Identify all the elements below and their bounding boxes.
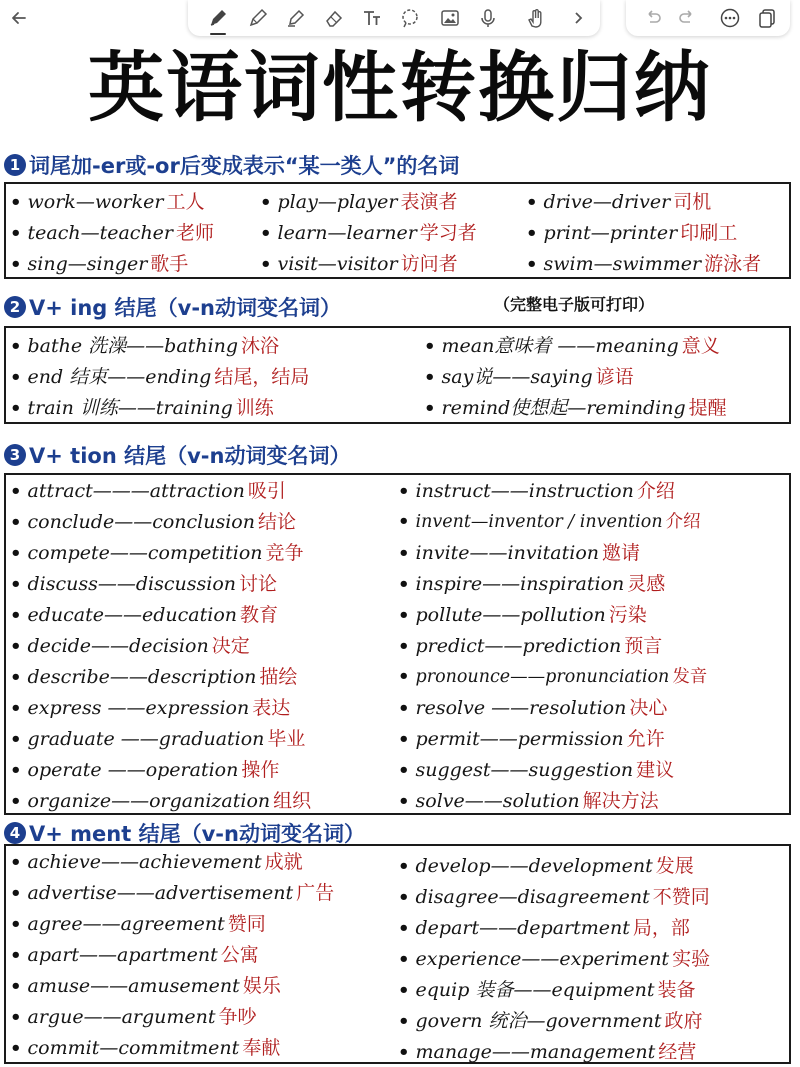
list-item: • pronounce——pronunciation 发音 [398,666,708,687]
section-1-box [4,182,791,279]
list-item: • say说——saying 谚语 [424,366,634,388]
action-palette [626,0,790,36]
section-title: V+ ing 结尾（v-n动词变名词） [29,296,342,320]
section-3-box [4,473,791,815]
list-item: • invite——invitation 邀请 [398,542,641,564]
list-item: • resolve ——resolution 决心 [398,697,668,719]
list-item: • instruct——instruction 介绍 [398,480,675,502]
section-1-heading [4,150,459,180]
list-item: • permit——permission 允许 [398,728,665,750]
list-item: • apart——apartment 公寓 [10,944,259,966]
section-number: 3 [4,444,26,466]
section-title: 词尾加-er或-or后变成表示“某一类人”的名词 [29,154,460,178]
list-item: • disagree—disagreement 不赞同 [398,886,710,908]
list-item: • advertise——advertisement 广告 [10,882,335,904]
list-item: • swim—swimmer 游泳者 [526,253,762,275]
list-item: • organize——organization 组织 [10,790,312,812]
list-item: • argue——argument 争吵 [10,1006,257,1028]
list-item: • attract———attraction 吸引 [10,480,286,502]
list-item: • graduate ——graduation 毕业 [10,728,306,750]
list-item: • govern 统治—government 政府 [398,1010,703,1032]
list-item: • amuse——amusement 娱乐 [10,975,281,997]
list-item: • mean意味着 ——meaning 意义 [424,335,720,357]
chevron-right-icon[interactable] [564,4,592,32]
list-item: • compete——competition 竞争 [10,542,304,564]
list-item: • work—worker 工人 [10,191,205,213]
section-2-heading [4,292,341,322]
highlighter-icon[interactable] [282,4,310,32]
section-title: V+ tion 结尾（v-n动词变名词） [29,444,351,468]
list-item: • manage——management 经营 [398,1041,697,1063]
list-item: • pollute——pollution 污染 [398,604,647,626]
list-item: • decide——decision 决定 [10,635,250,657]
redo-icon[interactable] [674,4,702,32]
undo-icon[interactable] [638,4,666,32]
section-number: 1 [4,154,26,176]
section-2-box [4,326,791,424]
list-item: • depart——department 局，部 [398,917,690,939]
list-item: • develop——development 发展 [398,855,694,877]
list-item: • predict——prediction 预言 [398,635,663,657]
list-item: • inspire——inspiration 灵感 [398,573,666,595]
list-item: • describe——description 描绘 [10,666,298,688]
list-item: • commit—commitment 奉献 [10,1037,281,1059]
section-3-heading [4,440,350,470]
list-item: • invent—inventor / invention 介绍 [398,511,701,532]
print-note: （完整电子版可打印） [494,295,655,314]
list-item: • drive—driver 司机 [526,191,712,213]
list-item: • operate ——operation 操作 [10,759,280,781]
more-icon[interactable] [716,4,744,32]
list-item: • conclude——conclusion 结论 [10,511,296,533]
list-item: • visit—visitor 访问者 [260,253,458,275]
list-item: • learn—learner 学习者 [260,222,477,244]
list-item: • educate——education 教育 [10,604,279,626]
list-item: • express ——expression 表达 [10,697,291,719]
hand-icon[interactable] [522,4,550,32]
list-item: • suggest——suggestion 建议 [398,759,675,781]
list-item: • experience——experiment 实验 [398,948,711,970]
toolbar [0,0,800,38]
back-arrow-icon[interactable] [6,3,32,33]
list-item: • solve——solution 解决方法 [398,790,659,812]
eraser-icon[interactable] [320,4,348,32]
section-4-box [4,844,791,1064]
list-item: • bathe 洗澡——bathing 沐浴 [10,335,280,357]
pages-icon[interactable] [754,4,782,32]
section-number: 2 [4,296,26,318]
list-item: • teach—teacher 老师 [10,222,215,244]
tool-palette [188,0,600,36]
list-item: • sing—singer 歌手 [10,253,189,275]
list-item: • print—printer 印刷工 [526,222,738,244]
page-title: 英语词性转换归纳 [88,43,712,132]
lasso-icon[interactable] [396,4,424,32]
text-tool-icon[interactable] [358,4,386,32]
section-title: V+ ment 结尾（v-n动词变名词） [29,822,365,846]
list-item: • remind使想起—reminding 提醒 [424,397,727,419]
pen-icon[interactable] [204,4,232,32]
section-number: 4 [4,822,26,844]
microphone-icon[interactable] [474,4,502,32]
list-item: • equip 装备——equipment 装备 [398,979,696,1001]
list-item: • agree——agreement 赞同 [10,913,266,935]
list-item: • play—player 表演者 [260,191,458,213]
pencil-icon[interactable] [244,4,272,32]
list-item: • end 结束——ending 结尾，结局 [10,366,310,388]
list-item: • train 训练——training 训练 [10,397,274,419]
list-item: • achieve——achievement 成就 [10,851,303,873]
image-icon[interactable] [436,4,464,32]
list-item: • discuss——discussion 讨论 [10,573,278,595]
